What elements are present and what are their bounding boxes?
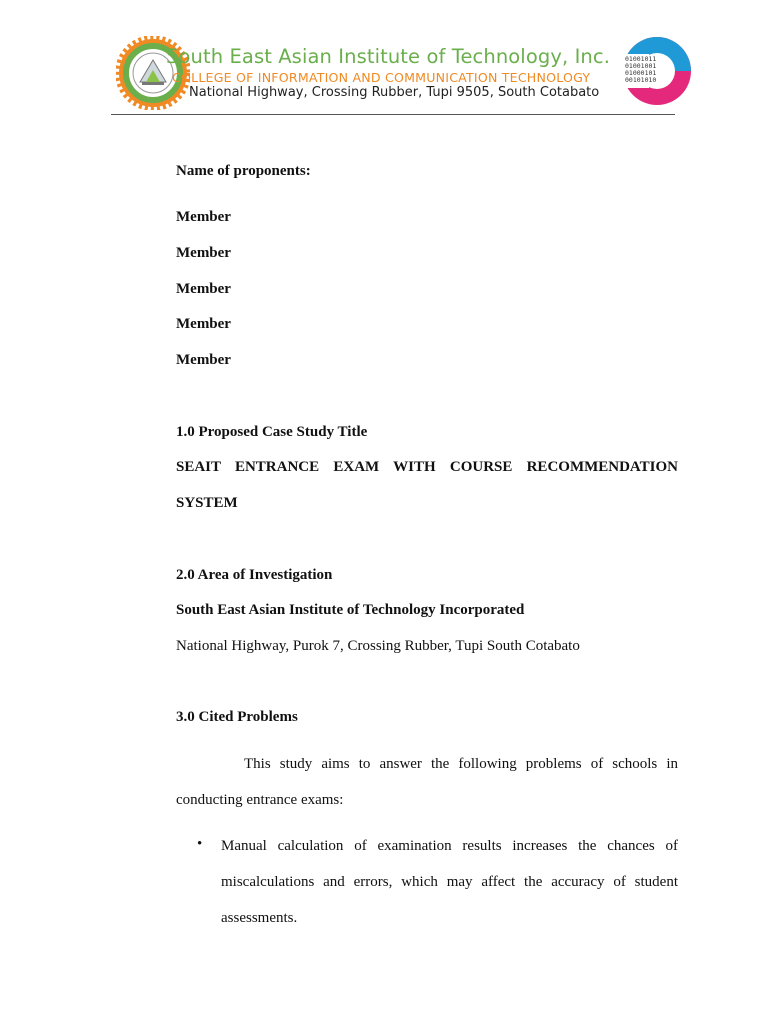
section3-heading: 3.0 Cited Problems [176,709,298,725]
member-line: Member [176,209,231,225]
svg-text:01001011: 01001011 [625,55,657,63]
problem-bullet: Manual calculation of examination results increases the chances of miscalculations and errors, which may affect the accuracy of student assessments. [221,838,678,926]
cited-problems-intro [176,746,678,818]
member-line: Member [176,316,231,332]
header-divider [111,114,675,115]
institution-address: National Highway, Crossing Rubber, Tupi 9505, South Cotabato [189,85,600,100]
svg-text:01000101: 01000101 [625,69,657,77]
section1-heading: 1.0 Proposed Case Study Title [176,424,368,440]
svg-text:01001001: 01001001 [625,62,657,70]
cict-logo-icon [620,36,694,106]
member-line: Member [176,352,231,368]
institution-name: South East Asian Institute of Technology, Inc. [166,45,610,68]
letterhead [0,0,768,120]
svg-text:00101010: 00101010 [625,76,657,84]
case-study-title-line1: SEAIT ENTRANCE EXAM WITH COURSE RECOMMENDATION [176,459,678,475]
member-line: Member [176,281,231,297]
bullet-marker: • [197,836,203,852]
investigation-institution: South East Asian Institute of Technology Incorporated [176,602,525,618]
investigation-address: National Highway, Purok 7, Crossing Rubber, Tupi South Cotabato [176,638,580,654]
college-name: COLLEGE OF INFORMATION AND COMMUNICATION TECHNOLOGY [172,70,591,85]
section2-heading: 2.0 Area of Investigation [176,567,333,583]
case-study-title-line2: SYSTEM [176,495,238,511]
proponents-heading: Name of proponents: [176,163,311,179]
intro-text: This study aims to answer the following problems of schools in conducting entrance exams: [176,756,678,808]
member-line: Member [176,245,231,261]
